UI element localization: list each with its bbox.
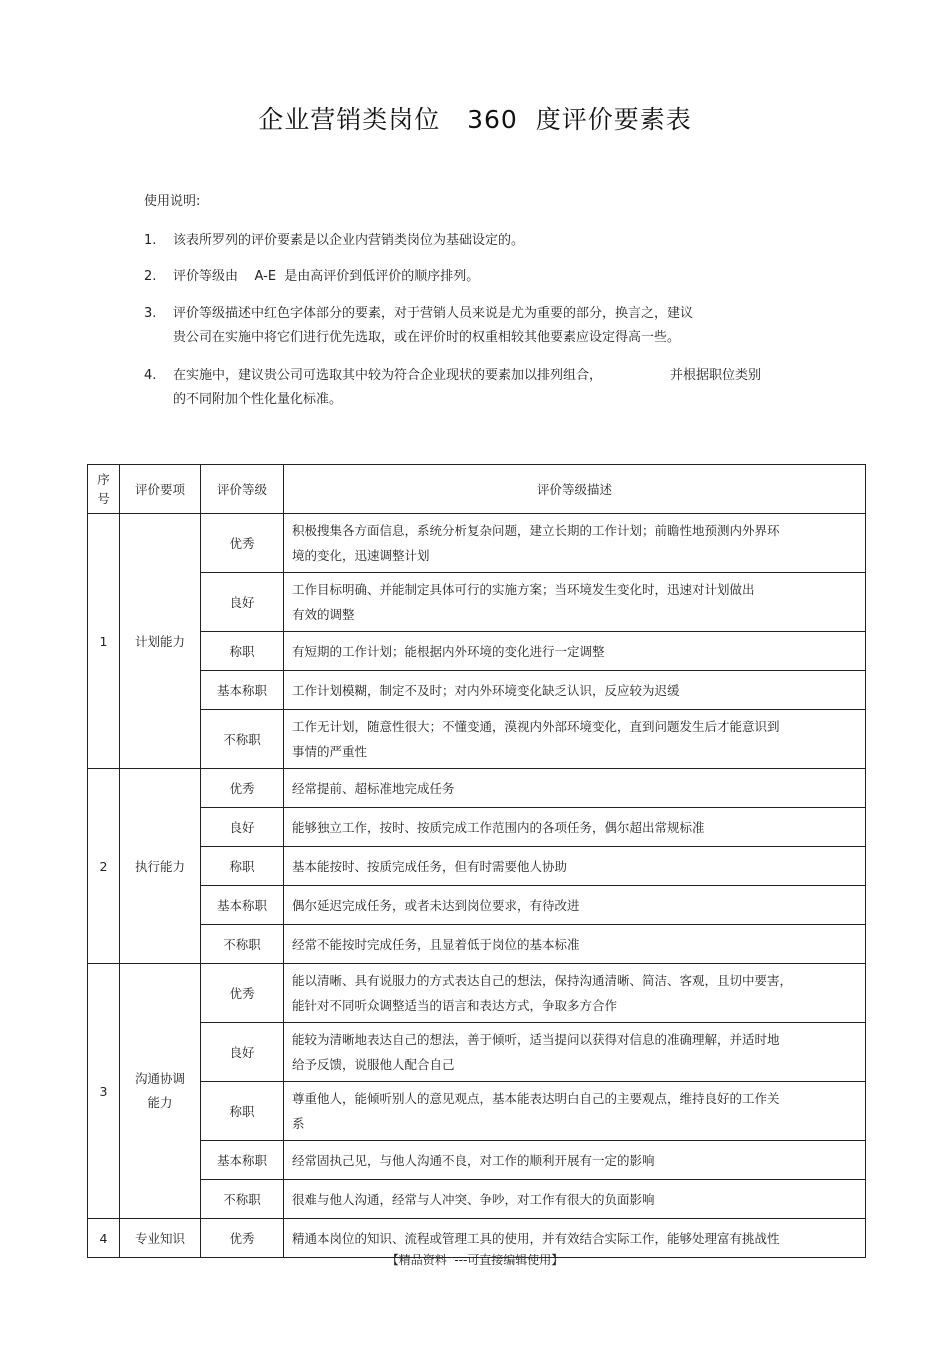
level-description: 有短期的工作计划；能根据内外环境的变化进行一定调整 [284,632,866,671]
note-text: 评价等级由 A-E 是由高评价到低评价的顺序排列。 [173,269,480,284]
table-row [88,1180,866,1219]
note-2 [144,265,844,289]
note-text: 评价等级描述中红色字体部分的要素，对于营销人员来说是尤为重要的部分，换言之，建议 [173,306,694,321]
header-desc: 评价等级描述 [284,465,866,514]
row-number: 4 [88,1219,120,1258]
evaluation-level: 优秀 [201,769,284,808]
table-row [88,1023,866,1082]
level-description: 经常不能按时完成任务，且显着低于岗位的基本标准 [284,925,866,964]
level-description: 偶尔延迟完成任务，或者未达到岗位要求，有待改进 [284,886,866,925]
evaluation-level: 不称职 [201,925,284,964]
table-row [88,964,866,1023]
desc-line: 境的变化，迅速调整计划 [292,548,430,563]
item-line: 能力 [147,1095,173,1110]
desc-line: 能较为清晰地表达自己的想法，善于倾听，适当提问以获得对信息的准确理解，并适时地 [292,1032,780,1047]
table-row [88,632,866,671]
evaluation-level: 优秀 [201,514,284,573]
table-row [88,710,866,769]
evaluation-level: 称职 [201,1082,284,1141]
level-description [284,710,866,769]
header-no-b: 号 [97,491,110,506]
table-row [88,514,866,573]
evaluation-item: 执行能力 [120,769,201,964]
level-description [284,964,866,1023]
page-footer: 【精品资料 ---可直接编辑使用】 [386,1253,564,1267]
table-row [88,573,866,632]
note-text-continued: 的不同附加个性化量化标准。 [173,392,343,407]
header-no-a: 序 [97,472,110,487]
evaluation-level: 基本称职 [201,1141,284,1180]
level-description: 经常提前、超标准地完成任务 [284,769,866,808]
note-text: 在实施中，建议贵公司可选取其中较为符合企业现状的要素加以排列组合， [173,368,603,383]
note-text-line [173,364,844,388]
evaluation-level: 基本称职 [201,886,284,925]
evaluation-item: 专业知识 [120,1219,201,1258]
desc-line: 积极搜集各方面信息，系统分析复杂问题，建立长期的工作计划；前瞻性地预测内外界环 [292,523,780,538]
table-row [88,886,866,925]
row-number: 3 [88,964,120,1219]
row-number: 2 [88,769,120,964]
note-4 [144,364,844,412]
level-description: 很难与他人沟通，经常与人冲突、争吵，对工作有很大的负面影响 [284,1180,866,1219]
evaluation-level: 优秀 [201,964,284,1023]
note-3 [144,302,844,350]
evaluation-level: 不称职 [201,1180,284,1219]
note-number: 4. [144,368,157,383]
desc-line: 尊重他人，能倾听别人的意见观点，基本能表达明白自己的主要观点，维持良好的工作关 [292,1091,780,1106]
desc-line: 有效的调整 [292,607,355,622]
note-text: 该表所罗列的评价要素是以企业内营销类岗位为基础设定的。 [173,233,525,248]
table-header-row [88,465,866,514]
note-number: 2. [144,269,157,284]
table-row [88,847,866,886]
evaluation-level: 良好 [201,573,284,632]
desc-line: 工作目标明确、并能制定具体可行的实施方案；当环境发生变化时，迅速对计划做出 [292,582,755,597]
intro-label: 使用说明: [144,194,201,209]
level-description [284,573,866,632]
evaluation-level: 不称职 [201,710,284,769]
header-level: 评价等级 [201,465,284,514]
level-description: 精通本岗位的知识、流程或管理工具的使用，并有效结合实际工作，能够处理富有挑战性 [284,1219,866,1258]
level-description [284,514,866,573]
table-row [88,808,866,847]
evaluation-table [87,464,866,1258]
desc-line: 工作无计划，随意性很大；不懂变通，漠视内外部环境变化，直到问题发生后才能意识到 [292,719,780,734]
note-number: 1. [144,233,157,248]
level-description: 经常固执己见，与他人沟通不良，对工作的顺利开展有一定的影响 [284,1141,866,1180]
level-description [284,1082,866,1141]
desc-line: 能以清晰、具有说服力的方式表达自己的想法，保持沟通清晰、简洁、客观，且切中要害， [292,973,793,988]
evaluation-level: 优秀 [201,1219,284,1258]
row-number: 1 [88,514,120,769]
evaluation-level: 基本称职 [201,671,284,710]
desc-line: 系 [292,1116,305,1131]
note-1 [144,229,844,253]
level-description [284,1023,866,1082]
evaluation-item: 计划能力 [120,514,201,769]
note-text-b: 并根据职位类别 [670,368,762,383]
level-description: 工作计划模糊，制定不及时；对内外环境变化缺乏认识，反应较为迟缓 [284,671,866,710]
table-row [88,671,866,710]
evaluation-level: 称职 [201,847,284,886]
header-item: 评价要项 [120,465,201,514]
note-text-continued: 贵公司在实施中将它们进行优先选取，或在评价时的权重相较其他要素应设定得高一些。 [173,330,681,345]
table-row [88,769,866,808]
evaluation-level: 良好 [201,1023,284,1082]
evaluation-level: 良好 [201,808,284,847]
desc-line: 能针对不同听众调整适当的语言和表达方式，争取多方合作 [292,998,618,1013]
note-number: 3. [144,306,157,321]
table-row [88,925,866,964]
evaluation-level: 称职 [201,632,284,671]
page-title: 企业营销类岗位 360 度评价要素表 [258,105,692,134]
level-description: 基本能按时、按质完成任务，但有时需要他人协助 [284,847,866,886]
desc-line: 给予反馈，说服他人配合自己 [292,1057,455,1072]
header-no [88,465,120,514]
desc-line: 事情的严重性 [292,744,368,759]
evaluation-item [120,964,201,1219]
table-row [88,1082,866,1141]
level-description: 能够独立工作，按时、按质完成工作范围内的各项任务，偶尔超出常规标准 [284,808,866,847]
table-row [88,1141,866,1180]
item-line: 沟通协调 [134,1071,185,1086]
